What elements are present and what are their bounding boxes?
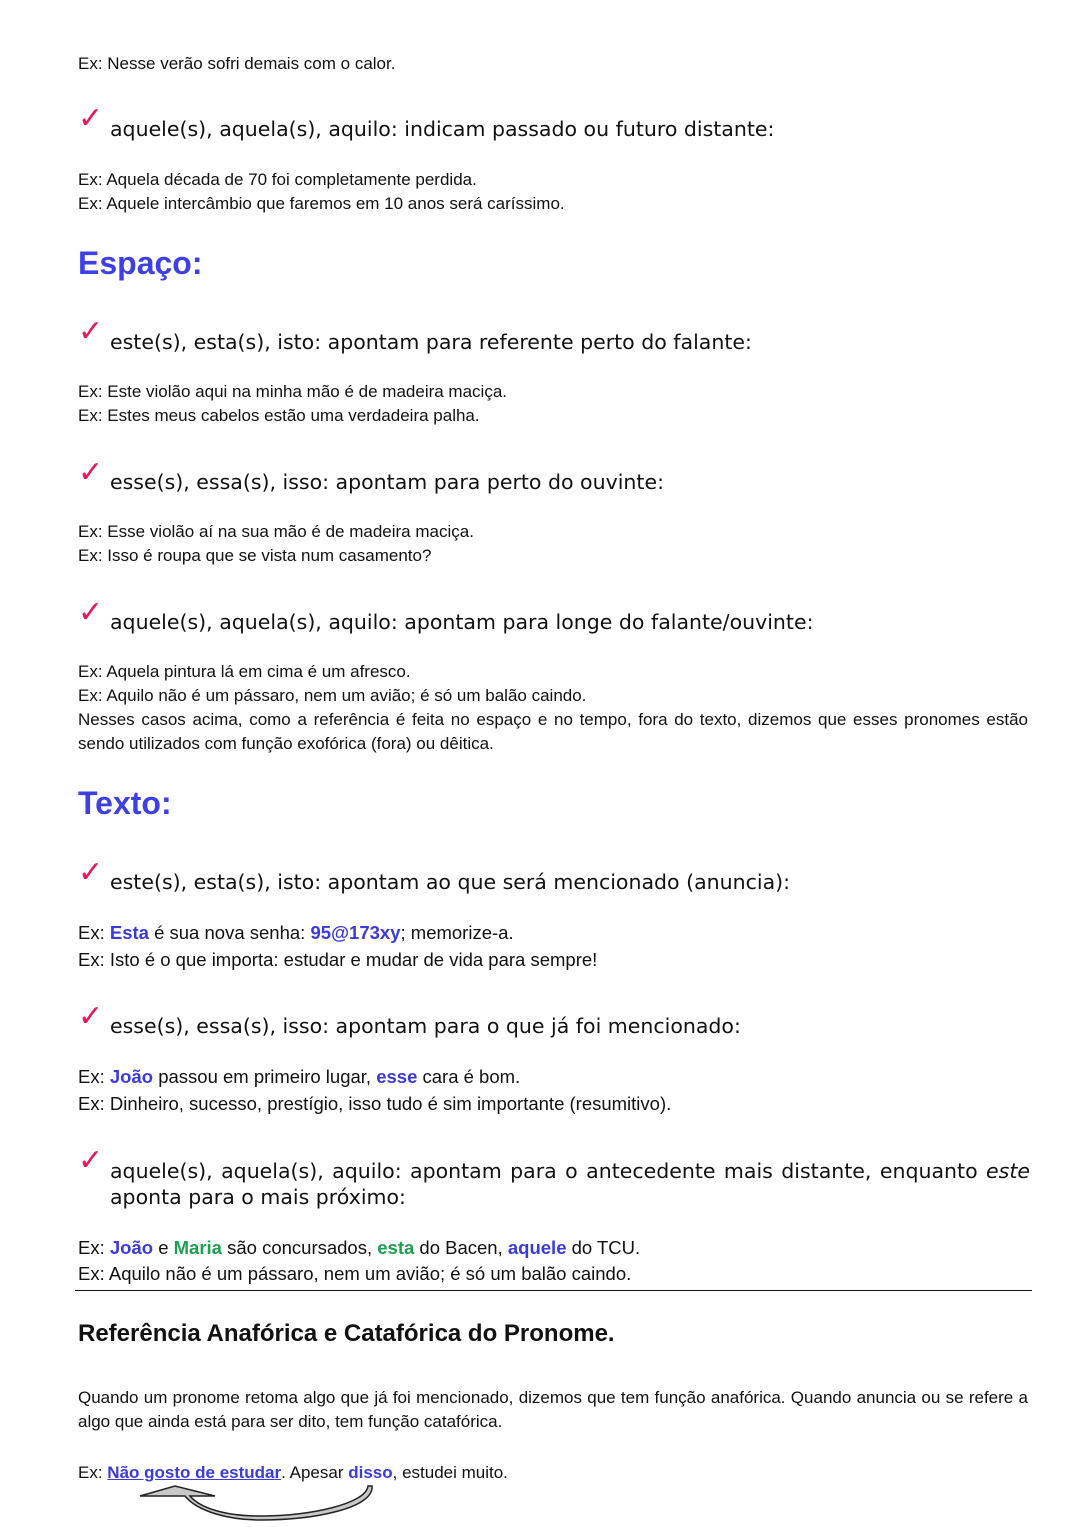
text: e: [153, 1237, 174, 1258]
text: Ex:: [78, 1463, 108, 1482]
italic-text: este: [986, 1159, 1030, 1183]
example-text: Ex: Aquele intercâmbio que faremos em 10 anos será caríssimo.: [78, 194, 565, 213]
example-line: [78, 921, 514, 945]
example-text: Ex: Nesse verão sofri demais com o calor.: [78, 54, 396, 73]
highlight: disso: [348, 1463, 393, 1482]
example-text: Ex: Aquela pintura lá em cima é um afresco.: [78, 662, 411, 681]
text: do TCU.: [566, 1237, 641, 1258]
example-text: Ex: Aquela década de 70 foi completamente perdida.: [78, 170, 477, 189]
highlight: João: [109, 1066, 154, 1087]
bullet-text: aquele(s), aquela(s), aquilo: indicam passado ou futuro distante:: [110, 117, 775, 141]
example-text: Ex: Aquilo não é um pássaro, nem um avião; é só um balão caindo.: [78, 1263, 632, 1284]
bullet-text: aquele(s), aquela(s), aquilo: apontam para longe do falante/ouvinte:: [110, 610, 814, 634]
section-heading-texto: Texto:: [78, 785, 172, 821]
bullet-text: [110, 1158, 1030, 1210]
divider: [75, 1290, 1032, 1291]
highlight: esse: [376, 1066, 418, 1087]
checkmark-icon: ✓: [78, 595, 104, 630]
text: passou em primeiro lugar,: [153, 1066, 377, 1087]
checkmark-icon: ✓: [78, 455, 104, 490]
highlight: Maria: [173, 1237, 222, 1258]
example-text: Ex: Estes meus cabelos estão uma verdadeira palha.: [78, 406, 480, 425]
checkmark-icon: ✓: [78, 101, 104, 136]
text: são concursados,: [221, 1237, 378, 1258]
example-text: Ex: Este violão aqui na minha mão é de madeira maciça.: [78, 382, 508, 401]
text: . Apesar: [281, 1463, 349, 1482]
bullet-text: esse(s), essa(s), isso: apontam para o que já foi mencionado:: [110, 1014, 741, 1038]
checkmark-icon: ✓: [78, 314, 104, 349]
example-text: Ex: Isso é roupa que se vista num casamento?: [78, 546, 432, 565]
bullet-text: este(s), esta(s), isto: apontam para referente perto do falante:: [110, 330, 752, 354]
checkmark-icon: ✓: [78, 1143, 104, 1178]
example-text: Ex: Isto é o que importa: estudar e mudar de vida para sempre!: [78, 949, 598, 970]
paragraph: Quando um pronome retoma algo que já foi mencionado, dizemos que tem função anafórica. Quando anuncia ou se refere a algo que ainda está para ser dito, tem função catafórica.: [78, 1388, 1028, 1431]
text: Ex:: [78, 922, 110, 943]
highlight: Esta: [109, 922, 149, 943]
note-paragraph: Nesses casos acima, como a referência é feita no espaço e no tempo, fora do texto, dizemos que esses pronomes estão sendo utilizados com função exofórica (fora) ou dêitica.: [78, 710, 1028, 753]
curved-arrow-icon: [130, 1482, 380, 1522]
text: Ex:: [78, 1237, 110, 1258]
text: aponta para o mais próximo:: [110, 1185, 406, 1209]
text: Ex:: [78, 1066, 110, 1087]
highlight: João: [109, 1237, 154, 1258]
example-text: Ex: Esse violão aí na sua mão é de madeira maciça.: [78, 522, 474, 541]
checkmark-icon: ✓: [78, 999, 104, 1034]
bullet-text: esse(s), essa(s), isso: apontam para perto do ouvinte:: [110, 470, 664, 494]
example-line: [78, 1236, 640, 1260]
checkmark-icon: ✓: [78, 855, 104, 890]
highlight: 95@173xy: [310, 922, 401, 943]
text: cara é bom.: [417, 1066, 521, 1087]
text: é sua nova senha:: [148, 922, 311, 943]
example-text: Ex: Aquilo não é um pássaro, nem um avião; é só um balão caindo.: [78, 686, 587, 705]
text: aquele(s), aquela(s), aquilo: apontam para o antecedente mais distante, enquanto: [110, 1159, 987, 1183]
highlight: Não gosto de estudar: [107, 1463, 282, 1482]
section-heading-espaco: Espaço:: [78, 245, 203, 281]
bullet-text: este(s), esta(s), isto: apontam ao que será mencionado (anuncia):: [110, 870, 791, 894]
example-line: [78, 1065, 520, 1089]
text: do Bacen,: [414, 1237, 508, 1258]
section-heading-referencia: Referência Anafórica e Catafórica do Pronome.: [78, 1320, 615, 1347]
highlight: aquele: [507, 1237, 567, 1258]
example-text: Ex: Dinheiro, sucesso, prestígio, isso tudo é sim importante (resumitivo).: [78, 1093, 672, 1114]
text: , estudei muito.: [392, 1463, 508, 1482]
highlight: esta: [377, 1237, 415, 1258]
text: ; memorize-a.: [400, 922, 514, 943]
